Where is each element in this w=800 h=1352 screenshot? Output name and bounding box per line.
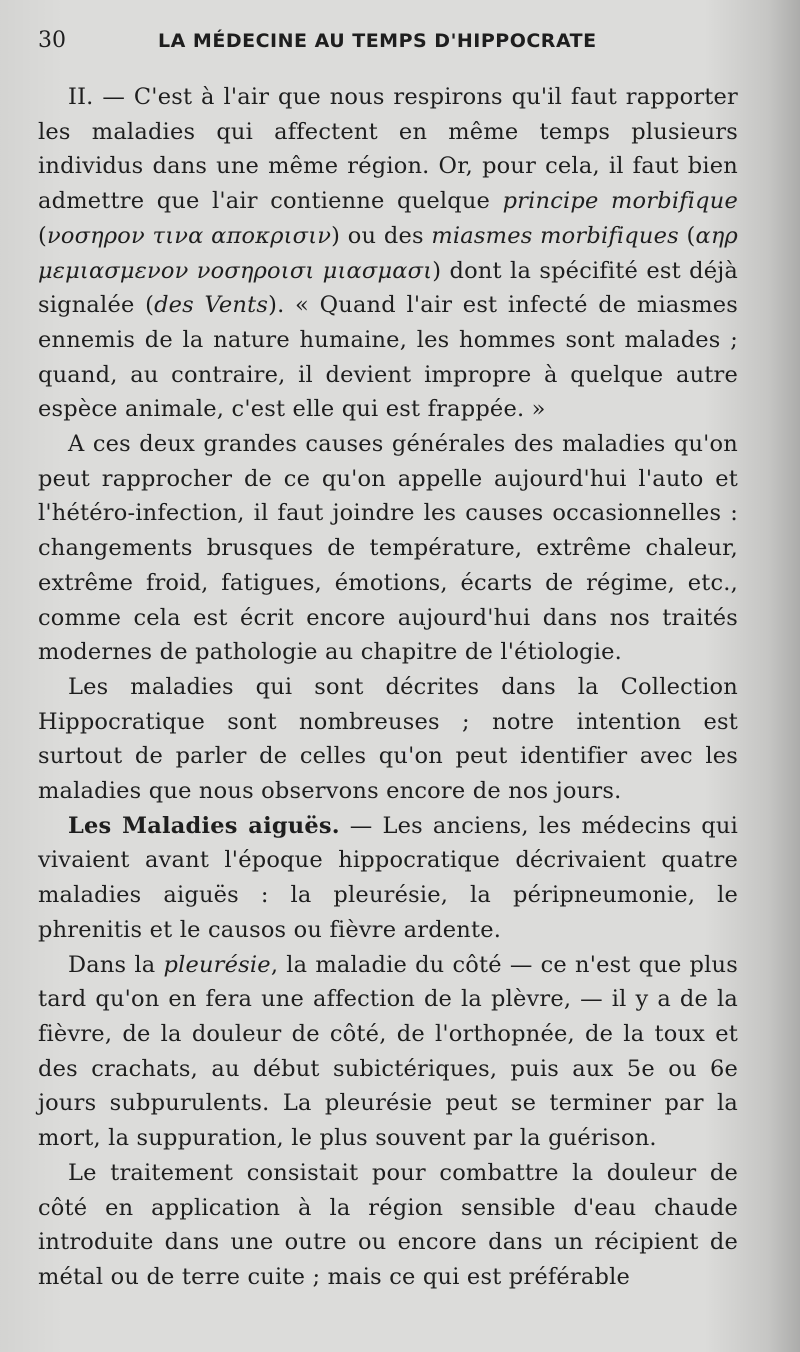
text-run: — Les anciens, les médecins qui vivaient avant l'époque hippocratique décrivaient quatre maladies aiguës : la pleurésie, la péripneumonie, le phrenitis et le causos ou fièvre ardente. (38, 812, 738, 943)
text-run: ) dont la spécifité est déjà signalée ( (38, 257, 739, 319)
text-run: II. — C'est à l'air que nous respirons qu'il faut rapporter les maladies qui affectent en même temps plusieurs individus dans une même région. Or, pour cela, il faut bien admettre que l'air contienne quelque (38, 84, 738, 215)
italic-citation: des Vents (154, 292, 269, 319)
paragraph-hippocratic-collection: Les maladies qui sont décrites dans la Collection Hippocratique sont nombreuses ; notre intention est surtout de parler de celles qu'on peut identifier avec les maladies que nous observons encore de nos jours. (38, 673, 738, 805)
running-title: LA MÉDECINE AU TEMPS D'HIPPOCRATE (158, 30, 597, 52)
italic-term: miasmes morbifiques (431, 222, 679, 249)
text-run: ) ou des (331, 222, 432, 249)
italic-term: principe morbifique (502, 188, 738, 215)
italic-term: pleurésie (163, 951, 271, 978)
paragraph-treatment: Le traitement consistait pour combattre la douleur de côté en application à la région sensible d'eau chaude introduite dans une outre ou encore dans un récipient de métal ou de terre cuite ; mais ce qui est préférable (38, 1159, 738, 1290)
page-header (38, 28, 740, 60)
paragraph-acute-diseases (38, 809, 738, 948)
text-run: ( (38, 222, 47, 249)
paragraph-air-causes (38, 80, 738, 427)
paragraph-occasional-causes: A ces deux grandes causes générales des maladies qu'on peut rapprocher de ce qu'on appelle aujourd'hui l'auto et l'hétéro-infection, il faut joindre les causes occasionnelles : changements brusques de température, extrême chaleur, extrême froid, fatigues, émotions, écarts de régime, etc., comme cela est écrit encore aujourd'hui dans nos traités modernes de pathologie au chapitre de l'étiologie. (38, 431, 738, 666)
greek-quote: αηρ μεμιασμενον νοσηροισι μιασμασι (38, 222, 738, 284)
body-text (38, 80, 738, 1295)
text-run: , la maladie du côté — ce n'est que plus tard qu'on en fera une affection de la plèvre, — il y a de la fièvre, de la douleur de côté, de l'orthopnée, de la toux et des crachats, au début subictériques, puis aux 5e ou 6e jours subpurulents. La pleurésie peut se terminer par la mort, la suppuration, le plus souvent par la guérison. (38, 951, 738, 1152)
greek-quote: νοσηρον τινα αποκρισιν (46, 222, 332, 249)
text-run: ( (678, 222, 696, 249)
text-run: Dans la (68, 951, 164, 978)
page-number: 30 (38, 28, 66, 53)
text-run: ). « Quand l'air est infecté de miasmes ennemis de la nature humaine, les hommes sont malades ; quand, au contraire, il devient impropre à quelque autre espèce animale, c'est elle qui est frappée. » (38, 292, 739, 423)
paragraph-pleurisy (38, 948, 738, 1156)
section-heading: Les Maladies aiguës. (68, 812, 340, 839)
